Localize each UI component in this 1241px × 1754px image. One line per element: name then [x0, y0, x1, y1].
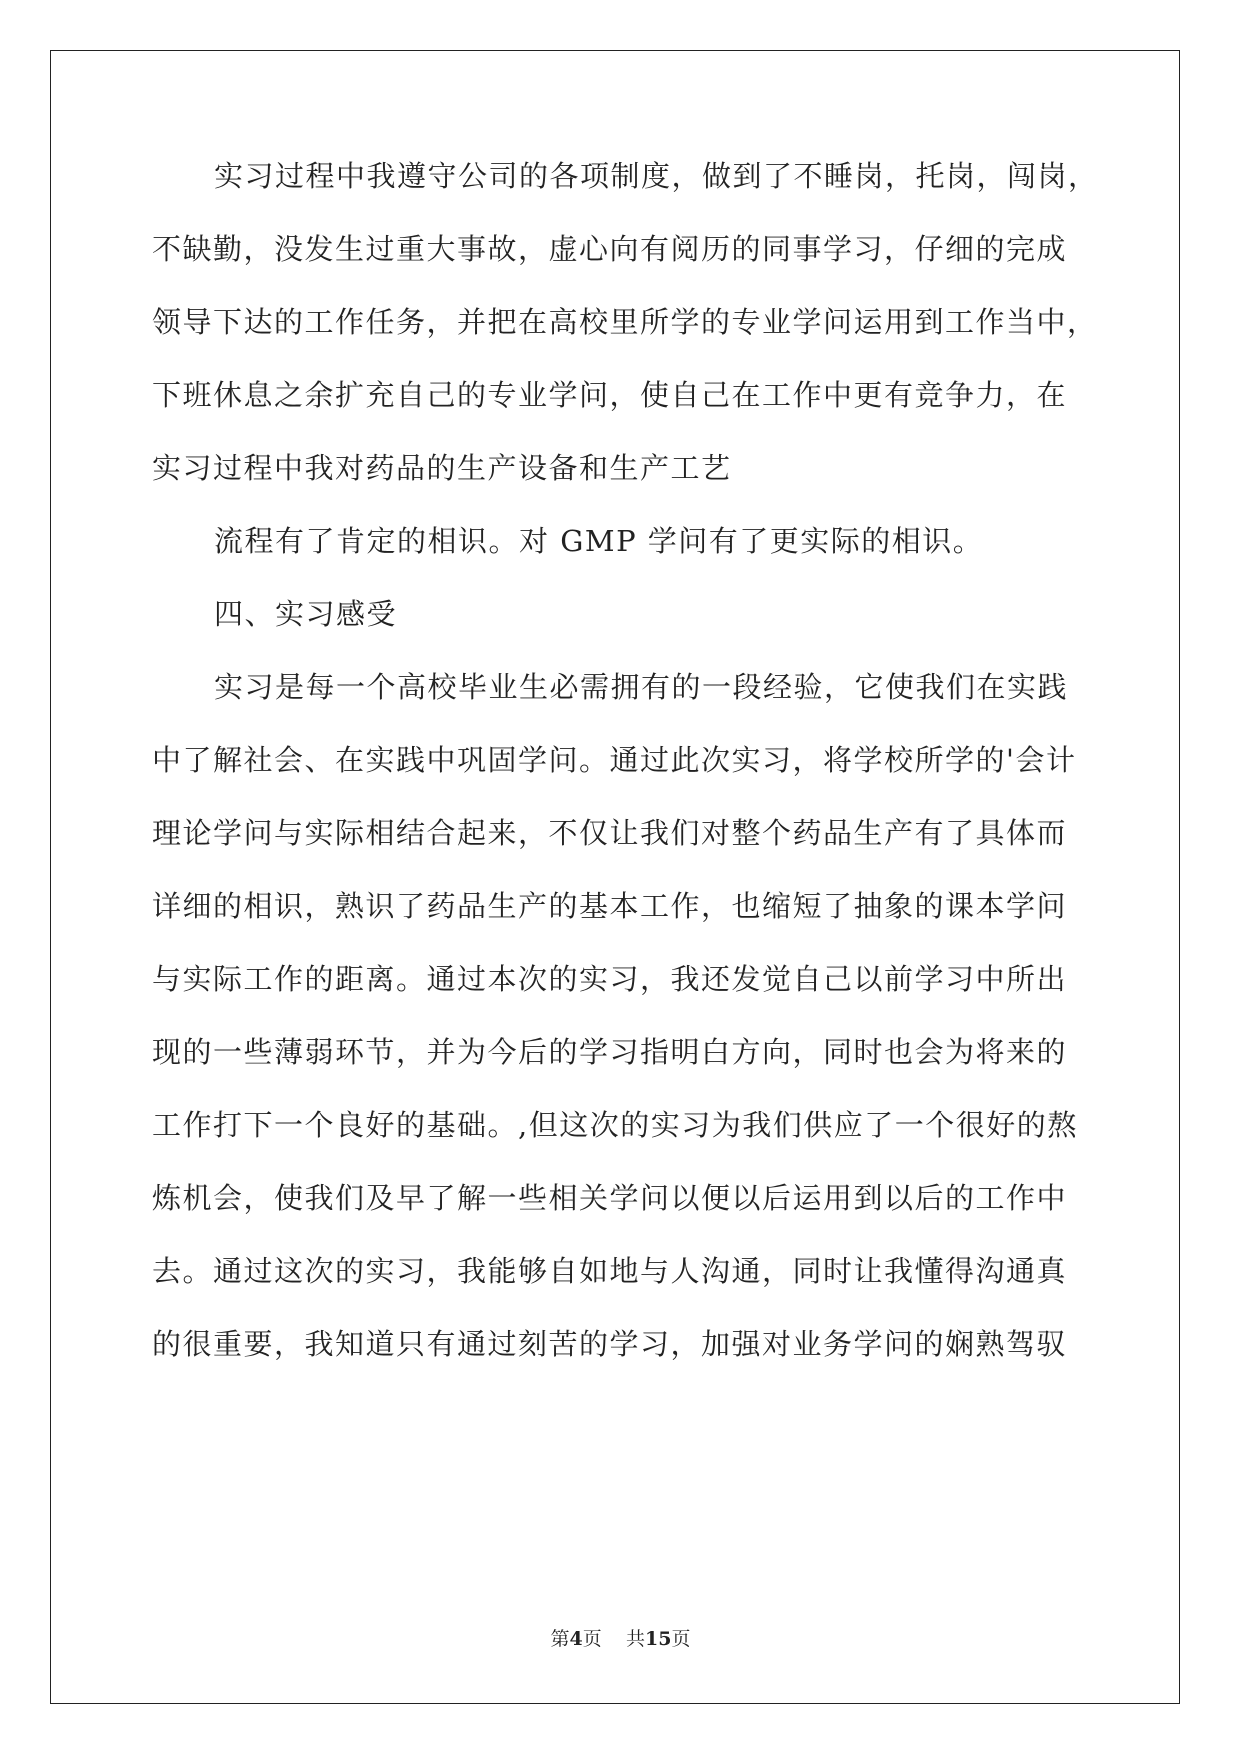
text-line: 中了解社会、在实践中巩固学问。通过此次实习，将学校所学的'会计 [152, 743, 1077, 777]
text-line: 去。通过这次的实习，我能够自如地与人沟通，同时让我懂得沟通真 [152, 1254, 1068, 1288]
text-line: 工作打下一个良好的基础。,但这次的实习为我们供应了一个很好的熬 [152, 1108, 1078, 1142]
text-line: 下班休息之余扩充自己的专业学问，使自己在工作中更有竞争力，在 [152, 378, 1068, 412]
page-number: 4 [569, 1628, 583, 1650]
page-suffix: 页 [582, 1628, 602, 1650]
text-line: 与实际工作的距离。通过本次的实习，我还发觉自己以前学习中所出 [152, 962, 1068, 996]
total-pages: 15 [644, 1628, 672, 1650]
text-line: 理论学问与实际相结合起来，不仅让我们对整个药品生产有了具体而 [152, 816, 1068, 850]
text-line: 流程有了肯定的相识。对 GMP 学问有了更实际的相识。 [214, 524, 984, 558]
total-prefix: 共 [625, 1628, 645, 1650]
page-prefix: 第 [550, 1628, 570, 1650]
text-line: 实习过程中我遵守公司的各项制度，做到了不睡岗，托岗，闯岗， [214, 159, 1099, 193]
text-line: 的很重要，我知道只有通过刻苦的学习，加强对业务学问的娴熟驾驭 [152, 1327, 1068, 1361]
text-line: 不缺勤，没发生过重大事故，虚心向有阅历的同事学习，仔细的完成 [152, 232, 1068, 266]
text-line: 现的一些薄弱环节，并为今后的学习指明白方向，同时也会为将来的 [152, 1035, 1068, 1069]
page-border [50, 50, 1180, 1704]
text-line: 炼机会，使我们及早了解一些相关学问以便以后运用到以后的工作中 [152, 1181, 1068, 1215]
text-line: 详细的相识，熟识了药品生产的基本工作，也缩短了抽象的课本学问 [152, 889, 1068, 923]
text-line: 实习过程中我对药品的生产设备和生产工艺 [152, 451, 732, 485]
text-line: 领导下达的工作任务，并把在高校里所学的专业学问运用到工作当中， [152, 305, 1098, 339]
section-heading: 四、实习感受 [214, 597, 398, 631]
page-footer [0, 1624, 1241, 1651]
total-suffix: 页 [671, 1628, 691, 1650]
text-line: 实习是每一个高校毕业生必需拥有的一段经验，它使我们在实践 [214, 670, 1069, 704]
